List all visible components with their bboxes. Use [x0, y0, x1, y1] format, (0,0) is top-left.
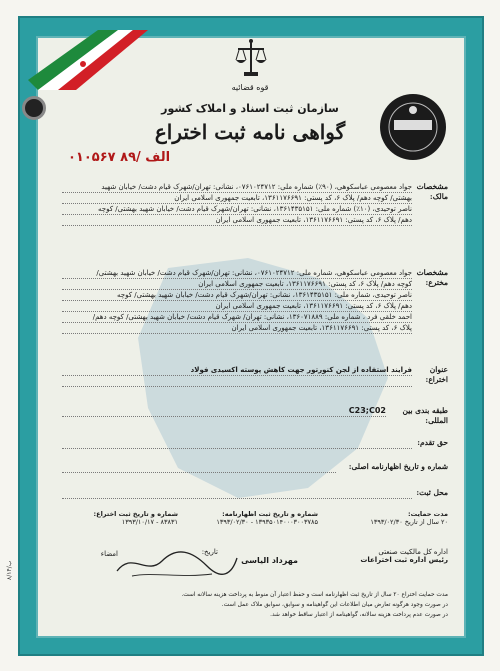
- dates-row: [52, 510, 448, 536]
- certificate-title: گواهی نامه ثبت اختراع: [154, 120, 346, 144]
- filing-label: شماره و تاریخ ثبت اظهارنامه:: [222, 510, 318, 518]
- record-place-section: [62, 488, 448, 499]
- priority-label: حق تقدم:: [417, 438, 448, 447]
- blank-line: [62, 462, 336, 473]
- owner-section: [62, 182, 448, 226]
- record-place-label: محل ثبت:: [416, 488, 448, 497]
- invention-title-label: عنوان اختراع:: [425, 365, 448, 384]
- inventor-label: مشخصات مخترع:: [416, 268, 448, 287]
- owner-label: مشخصات مالک:: [416, 182, 448, 201]
- blank-line: [62, 438, 412, 449]
- validity-label: مدت حمایت:: [408, 510, 448, 518]
- invention-title-section: [62, 365, 448, 387]
- blank-line: [62, 488, 412, 499]
- inventor-line: پلاک ۶، کد پستی: ۱۳۶۱۱۷۶۶۹۱، تابعیت جمهوری اسلامی ایران: [62, 323, 412, 334]
- footer-notes: [52, 590, 448, 620]
- owner-line: ناصر توحیدی، (۱۰٪) شماره ملی: ۱۳۶۱۴۳۵۱۵۱، نشانی: تهران/شهرک قیام دشت/ خیابان شهید بهشتی/ کوچه: [62, 204, 412, 215]
- signatory-name: مهرداد الیاسی: [241, 556, 298, 565]
- handwritten-signature-icon: [112, 546, 242, 580]
- classification-label: طبقه بندی بین المللی:: [402, 406, 448, 425]
- filing-block: [216, 510, 318, 526]
- inventor-line: ناصر توحیدی، شماره ملی: ۱۳۶۱۴۳۵۱۵۱، نشانی: تهران/شهرک قیام دشت/ خیابان شهید بهشتی/ کوچه: [62, 290, 412, 301]
- owner-line: جواد معصومی عباسکوهی، (۹۰٪) شماره ملی: ۰۷۶۱۰۲۴۷۱۲، نشانی: تهران/شهرک قیام دشت/ خیابان شهید: [62, 182, 412, 193]
- reference-label: شماره و تاریخ اظهارنامه اصلی:: [348, 462, 448, 471]
- iran-flag-icon: [28, 30, 148, 90]
- inventor-line: دهم/ پلاک ۶، کد پستی: ۱۳۶۱۱۷۶۶۹۱، تابعیت جمهوری اسلامی ایران: [62, 301, 412, 312]
- inventor-section: [62, 268, 448, 334]
- serial-series: الف /۸۹: [120, 150, 171, 165]
- filing-value: ۱۳۹۳۵۰۱۴۰۰۰۳۰۰۳۷۸۵ - ۱۳۹۳/۰۲/۳۰: [216, 518, 318, 526]
- inventor-line: کوچه دهم/ پلاک ۶، کد پستی: ۱۳۶۱۱۷۶۶۹۱، تابعیت جمهوری اسلامی ایران: [62, 279, 412, 290]
- blank-line: [62, 376, 412, 387]
- scales-of-justice-emblem-icon: [234, 38, 268, 82]
- office-label: اداره کل مالکیت صنعتی: [378, 548, 448, 556]
- office-block: [360, 548, 448, 564]
- validity-date: ۱۳۹۳/۰۲/۳۰: [370, 518, 403, 526]
- classification-section: [62, 406, 448, 425]
- classification-value: C23;C02: [62, 406, 386, 417]
- footer-line: در صورت عدم پرداخت هزینه سالانه، گواهینامه از اعتبار ساقط خواهد شد.: [270, 612, 448, 618]
- reference-section: [62, 462, 448, 473]
- official-seal-stamp-icon: [378, 92, 448, 162]
- footer-line: در صورت وجود هرگونه تعارض میان اطلاعات این گواهینامه و سوابق، سوابق ملاک عمل است.: [221, 602, 448, 608]
- validity-block: [370, 510, 448, 526]
- registration-label: شماره و تاریخ ثبت اختراع:: [93, 510, 178, 518]
- serial-digits: ۰۱۰۵۶۷: [68, 150, 116, 165]
- footer-line: مدت حمایت اختراع ۲۰ سال از تاریخ ثبت اظهارنامه است و حفظ اعتبار آن منوط به پرداخت هزینه سالانه است.: [181, 592, 448, 598]
- judiciary-label: قوه قضائیه: [231, 83, 269, 92]
- organization-name: سازمان ثبت اسناد و املاک کشور: [161, 102, 339, 115]
- inventor-line: احمد خلقی فرد ، شماره ملی: ۱۳۶۰۷۱۸۸۹، نشانی: تهران/ شهرک قیام دشت/ خیابان شهید بهشتی/ کوچه دهم/: [62, 312, 412, 323]
- owner-line: دهم/ پلاک ۶، کد پستی: ۱۳۶۱۱۷۶۶۹۱، تابعیت جمهوری اسلامی ایران: [62, 215, 412, 226]
- date-label: تاریخ:: [201, 548, 218, 556]
- validity-value: ۲۰ سال از تاریخ: [404, 518, 448, 526]
- priority-section: [62, 438, 448, 449]
- inventor-line: جواد معصومی عباسکوهی، شماره ملی: ۰۷۶۱۰۲۴۷۱۲، نشانی: تهران/شهرک قیام دشت/ خیابان شهید بهشتی/: [62, 268, 412, 279]
- invention-title-value: فرایند استفاده از لجن کنورتور جهت کاهش پوسته اکسیدی فولاد: [62, 365, 412, 376]
- owner-line: بهشتی/ کوچه دهم/ پلاک ۶، کد پستی: ۱۳۶۱۱۷۶۶۹۱، تابعیت جمهوری اسلامی ایران: [62, 193, 412, 204]
- registration-value: ۸۳۸۳۱ - ۱۳۹۳/۱۰/۱۷: [121, 518, 178, 526]
- office-sub: رئیس اداره ثبت اختراعات: [360, 556, 448, 564]
- side-code: ب/۸/۱۴: [6, 560, 13, 580]
- serial-number: [64, 150, 170, 165]
- registration-block: [94, 510, 178, 526]
- signature-label: امضاء: [100, 550, 118, 558]
